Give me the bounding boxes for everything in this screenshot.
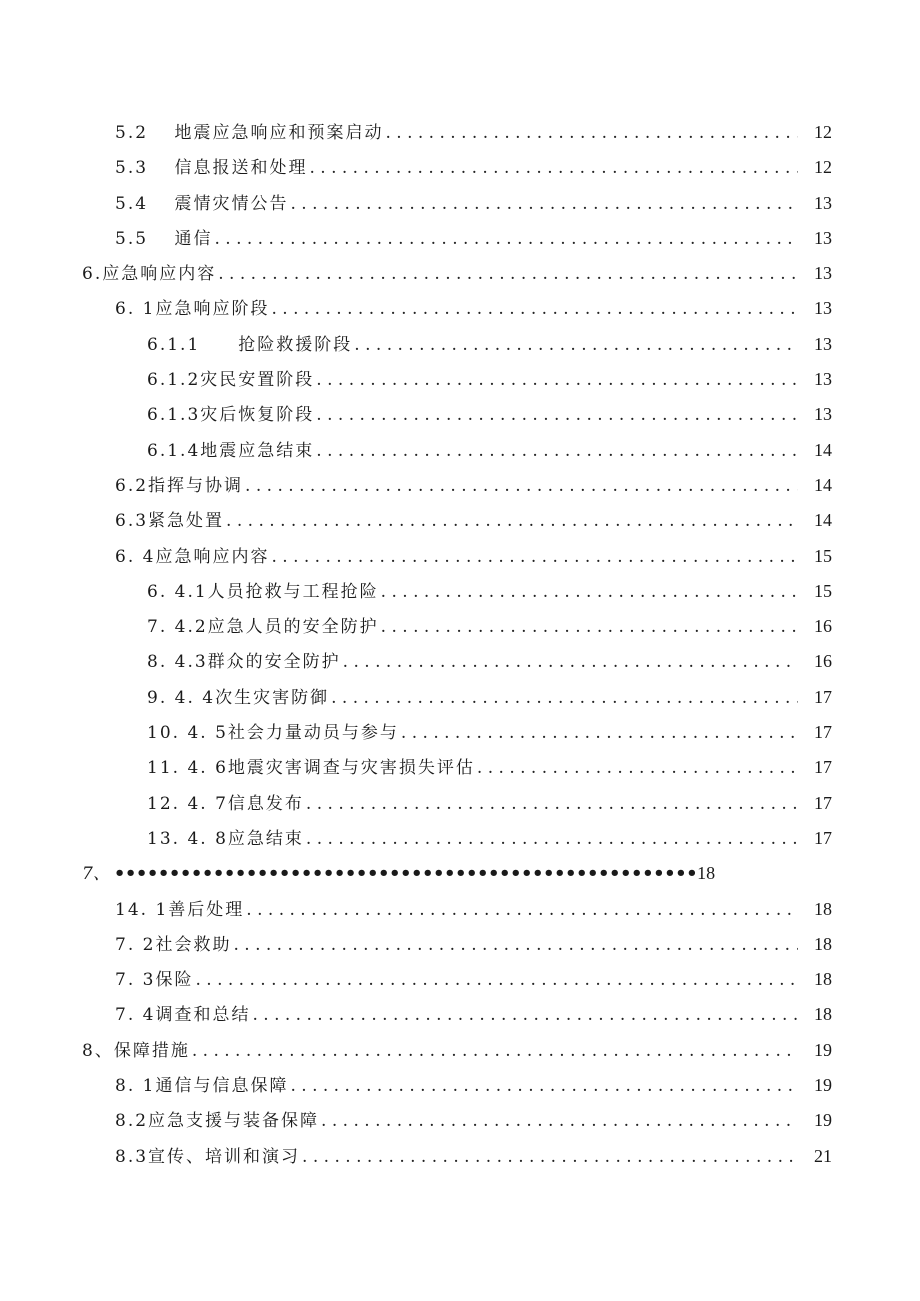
toc-page-number: 21 [814,1145,832,1166]
toc-entry-title: 8. 1通信与信息保障 [115,1076,289,1097]
toc-entry-title: 6.应急响应内容 [82,264,217,285]
toc-entry[interactable] [0,1071,920,1106]
toc-entry-title: 9. 4. 4次生灾害防御 [147,687,330,708]
toc-entry-title: 6. 4.1人员抢救与工程抢险 [147,581,379,602]
heavy-dot-leader: ••••••••••••••••••••••••••••••••••••••••••••••••••••• [113,863,698,885]
toc-entry[interactable] [0,224,920,259]
toc-entry-title: 5.4 震情灾情公告 [115,193,289,214]
toc-entry[interactable] [0,436,920,471]
toc-page-number: 17 [814,757,832,778]
toc-page-number: 18 [814,933,832,954]
dot-leader [477,758,798,778]
dot-leader [401,723,798,743]
toc-entry-title: 14. 1善后处理 [115,899,245,920]
dot-leader [316,370,798,390]
dot-leader [252,1005,798,1025]
toc-page-number: 17 [814,686,832,707]
toc-entry[interactable] [0,965,920,1000]
toc-page-number: 19 [814,1039,832,1060]
toc-entry[interactable] [0,895,920,930]
toc-page-number: 18 [814,898,832,919]
dot-leader [218,264,798,284]
toc-entry-title: 6.1.3灾后恢复阶段 [147,405,315,426]
toc-entry[interactable] [0,753,920,788]
dot-leader [195,970,798,990]
dot-leader [309,158,798,178]
toc-entry[interactable] [0,365,920,400]
toc-page-number: 16 [814,616,832,637]
toc-entry[interactable] [0,612,920,647]
toc-page-number: 18 [814,969,832,990]
toc-entry-title: 5.5 通信 [115,228,213,249]
toc-entry[interactable] [0,330,920,365]
toc-entry[interactable] [0,400,920,435]
toc-page-number: 15 [814,580,832,601]
toc-page-number: 12 [814,157,832,178]
toc-entry[interactable] [0,118,920,153]
dot-leader [246,900,798,920]
toc-entry[interactable] [0,824,920,859]
toc-entry-title: 7. 4.2应急人员的安全防护 [147,617,379,638]
toc-entry[interactable] [0,789,920,824]
toc-entry-title: 7. 4调查和总结 [115,1005,251,1026]
toc-entry[interactable] [0,542,920,577]
dot-leader [316,441,798,461]
toc-entry-title: 6.1.4地震应急结束 [147,440,315,461]
toc-entry-title: 7. 2社会救助 [115,934,232,955]
toc-page-number: 15 [814,545,832,566]
toc-entry[interactable] [0,930,920,965]
dot-leader [381,617,798,637]
dot-leader [226,511,798,531]
toc-page-number: 13 [814,369,832,390]
toc-page-number: 17 [814,722,832,743]
toc-page-number: 13 [814,333,832,354]
toc-entry[interactable] [0,471,920,506]
toc-entry[interactable] [0,153,920,188]
toc-entry-title: 8.2应急支援与装备保障 [115,1111,320,1132]
toc-entry-title: 8.3宣传、培训和演习 [115,1146,301,1167]
table-of-contents [0,118,920,1177]
dot-leader [321,1111,798,1131]
dot-leader [306,794,798,814]
dot-leader [343,652,798,672]
dot-leader [271,547,798,567]
toc-entry-title: 5.3 信息报送和处理 [115,158,308,179]
toc-page-number: 17 [814,792,832,813]
toc-entry[interactable] [0,718,920,753]
toc-entry-title: 8、保障措施 [82,1040,190,1061]
toc-page-number: 13 [814,404,832,425]
toc-entry-title: 11. 4. 6地震灾害调查与灾害损失评估 [147,758,475,779]
dot-leader [290,194,798,214]
toc-entry[interactable] [0,1036,920,1071]
toc-page-number: 13 [814,192,832,213]
toc-page-number: 19 [814,1075,832,1096]
toc-entry[interactable] [0,506,920,541]
toc-entry-title: 6.2指挥与协调 [115,475,244,496]
dot-leader [331,688,798,708]
toc-page-number: 13 [814,227,832,248]
toc-page-number: 16 [814,651,832,672]
toc-entry-title: 6.3紧急处置 [115,511,225,532]
toc-entry[interactable] [0,859,920,894]
toc-entry-title: 6.1.2灾民安置阶段 [147,370,315,391]
dot-leader [214,229,798,249]
toc-entry[interactable] [0,1106,920,1141]
dot-leader [245,476,798,496]
toc-page-number: 17 [814,827,832,848]
toc-entry[interactable] [0,189,920,224]
toc-page-number: 14 [814,510,832,531]
dot-leader [233,935,798,955]
toc-page-number: 12 [814,122,832,142]
toc-entry[interactable] [0,683,920,718]
toc-entry-title: 8. 4.3群众的安全防护 [147,652,341,673]
toc-entry-title: 13. 4. 8应急结束 [147,828,304,849]
toc-page-number: 14 [814,474,832,495]
toc-page-number: 18 [697,863,716,884]
dot-leader [306,829,798,849]
toc-entry-title: 6.1.1 抢险救援阶段 [147,334,353,355]
toc-page-number: 13 [814,298,832,319]
toc-page-number: 18 [814,1004,832,1025]
dot-leader [290,1076,798,1096]
toc-entry-title: 7、 [82,864,110,885]
dot-leader [302,1147,798,1167]
toc-entry-title: 5.2 地震应急响应和预案启动 [115,123,384,143]
dot-leader [316,405,798,425]
dot-leader [354,335,798,355]
toc-entry[interactable] [0,259,920,294]
toc-entry[interactable] [0,647,920,682]
toc-page-number: 14 [814,439,832,460]
dot-leader [381,582,798,602]
toc-entry[interactable] [0,294,920,329]
toc-entry-title: 6. 1应急响应阶段 [115,299,270,320]
toc-entry-title: 10. 4. 5社会力量动员与参与 [147,723,399,744]
dot-leader [271,299,798,319]
toc-entry-title: 6. 4应急响应内容 [115,546,270,567]
dot-leader [192,1041,798,1061]
toc-entry-title: 7. 3保险 [115,970,194,991]
toc-entry-title: 12. 4. 7信息发布 [147,793,304,814]
toc-page-number: 13 [814,263,832,284]
toc-entry[interactable] [0,577,920,612]
toc-page-number: 19 [814,1110,832,1131]
toc-entry[interactable] [0,1142,920,1177]
toc-entry[interactable] [0,1000,920,1035]
dot-leader [385,123,798,143]
